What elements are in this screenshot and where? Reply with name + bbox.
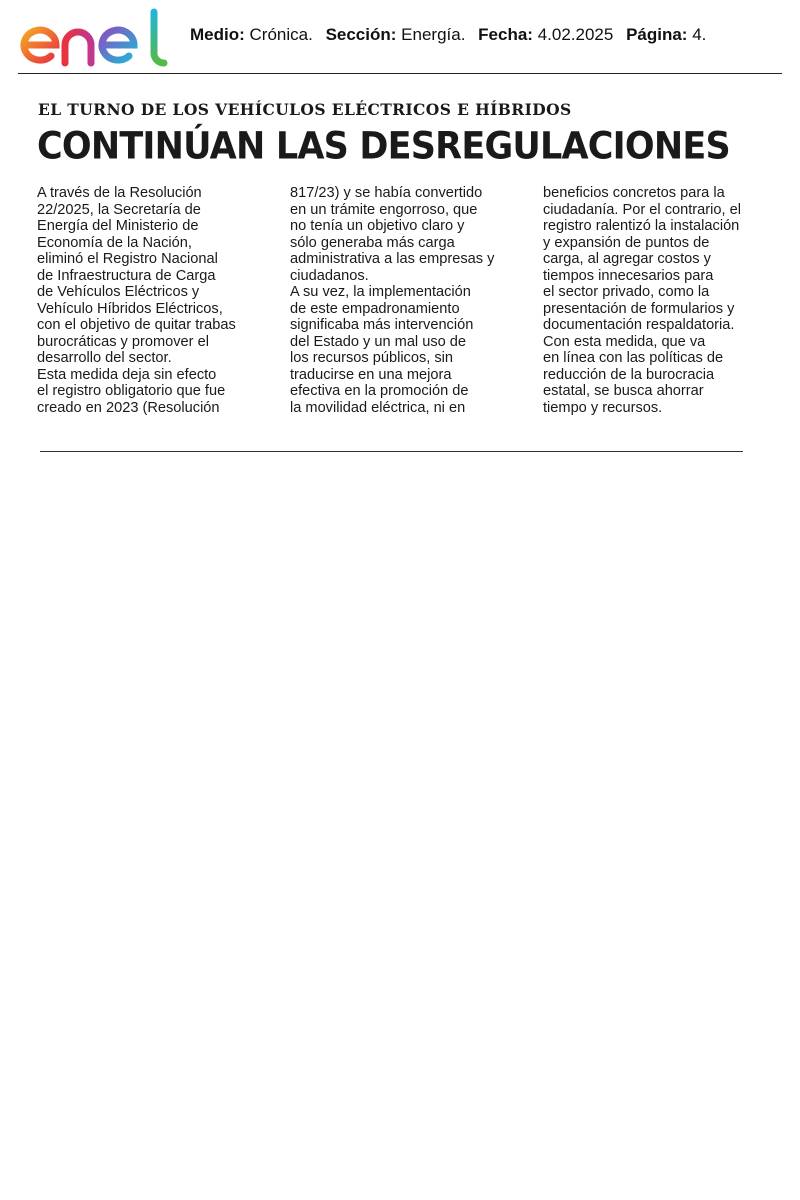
article-line: traducirse en una mejora xyxy=(290,366,452,383)
fecha-label: Fecha: xyxy=(478,25,533,44)
article-line: sólo generaba más carga xyxy=(290,234,455,251)
article-line: efectiva en la promoción de xyxy=(290,383,469,399)
header-divider xyxy=(18,73,782,74)
clipping-metadata xyxy=(190,25,706,45)
article-line: estatal, se busca ahorrar xyxy=(543,383,704,399)
article-line: tiempos innecesarios para xyxy=(543,267,714,284)
article-line: no tenía un objetivo claro y xyxy=(290,218,465,234)
clipping-header xyxy=(18,8,782,74)
article-line: de Infraestructura de Carga xyxy=(37,267,216,284)
article-line: A su vez, la implementación xyxy=(290,284,471,300)
article-line: desarrollo del sector. xyxy=(37,350,172,366)
article-headline: CONTINÚAN LAS DESREGULACIONES xyxy=(37,125,730,169)
article-line: Vehículo Híbridos Eléctricos, xyxy=(37,300,223,317)
article-column-1 xyxy=(37,185,277,416)
article-line: Economía de la Nación, xyxy=(37,234,192,251)
article-line: en línea con las políticas de xyxy=(543,350,724,366)
pagina-label: Página: xyxy=(626,25,688,44)
seccion-label: Sección: xyxy=(325,25,397,44)
article-line: tiempo y recursos. xyxy=(543,399,663,416)
article-line: significaba más intervención xyxy=(290,317,474,333)
article-line: documentación respaldatoria. xyxy=(543,317,735,333)
article-line: de este empadronamiento xyxy=(290,300,460,317)
article-line: los recursos públicos, sin xyxy=(290,350,454,366)
article-line: 22/2025, la Secretaría de xyxy=(37,201,201,218)
article-column-2 xyxy=(290,185,530,416)
article-line: de Vehículos Eléctricos y xyxy=(37,284,200,300)
article-line: la movilidad eléctrica, ni en xyxy=(290,399,466,416)
article-end-divider xyxy=(40,451,743,452)
article-line: presentación de formularios y xyxy=(543,300,735,317)
article-line: administrativa a las empresas y xyxy=(290,251,495,267)
article-line: registro ralentizó la instalación xyxy=(543,218,740,234)
article-line: Con esta medida, que va xyxy=(543,333,706,350)
medio-label: Medio: xyxy=(190,25,245,44)
article-line: en un trámite engorroso, que xyxy=(290,201,478,218)
article-line: carga, al agregar costos y xyxy=(543,251,711,267)
fecha-value: 4.02.2025 xyxy=(537,25,614,44)
article-line: 817/23) y se había convertido xyxy=(290,185,483,201)
article-line: ciudadanos. xyxy=(290,267,369,284)
seccion-value: Energía. xyxy=(401,25,466,44)
article-line: A través de la Resolución xyxy=(37,185,202,201)
article-line: ciudadanía. Por el contrario, el xyxy=(543,201,741,218)
article-line: el registro obligatorio que fue xyxy=(37,383,226,399)
article-line: Energía del Ministerio de xyxy=(37,218,199,234)
article-line: beneficios concretos para la xyxy=(543,185,725,201)
article-kicker: EL TURNO DE LOS VEHÍCULOS ELÉCTRICOS E HÍBRIDOS xyxy=(38,100,572,119)
article-line: y expansión de puntos de xyxy=(543,234,710,251)
pagina-value: 4. xyxy=(692,25,707,44)
article-column-3 xyxy=(543,185,783,416)
article-line: eliminó el Registro Nacional xyxy=(37,251,218,267)
article-line: burocráticas y promover el xyxy=(37,333,209,350)
article-line: Esta medida deja sin efecto xyxy=(37,366,217,383)
medio-value: Crónica. xyxy=(249,25,313,44)
article-line: del Estado y un mal uso de xyxy=(290,333,467,350)
article-line: reducción de la burocracia xyxy=(543,366,715,383)
article-line: creado en 2023 (Resolución xyxy=(37,399,220,416)
article-line: con el objetivo de quitar trabas xyxy=(37,317,236,333)
article-line: el sector privado, como la xyxy=(543,284,710,300)
enel-logo-icon xyxy=(18,8,170,70)
